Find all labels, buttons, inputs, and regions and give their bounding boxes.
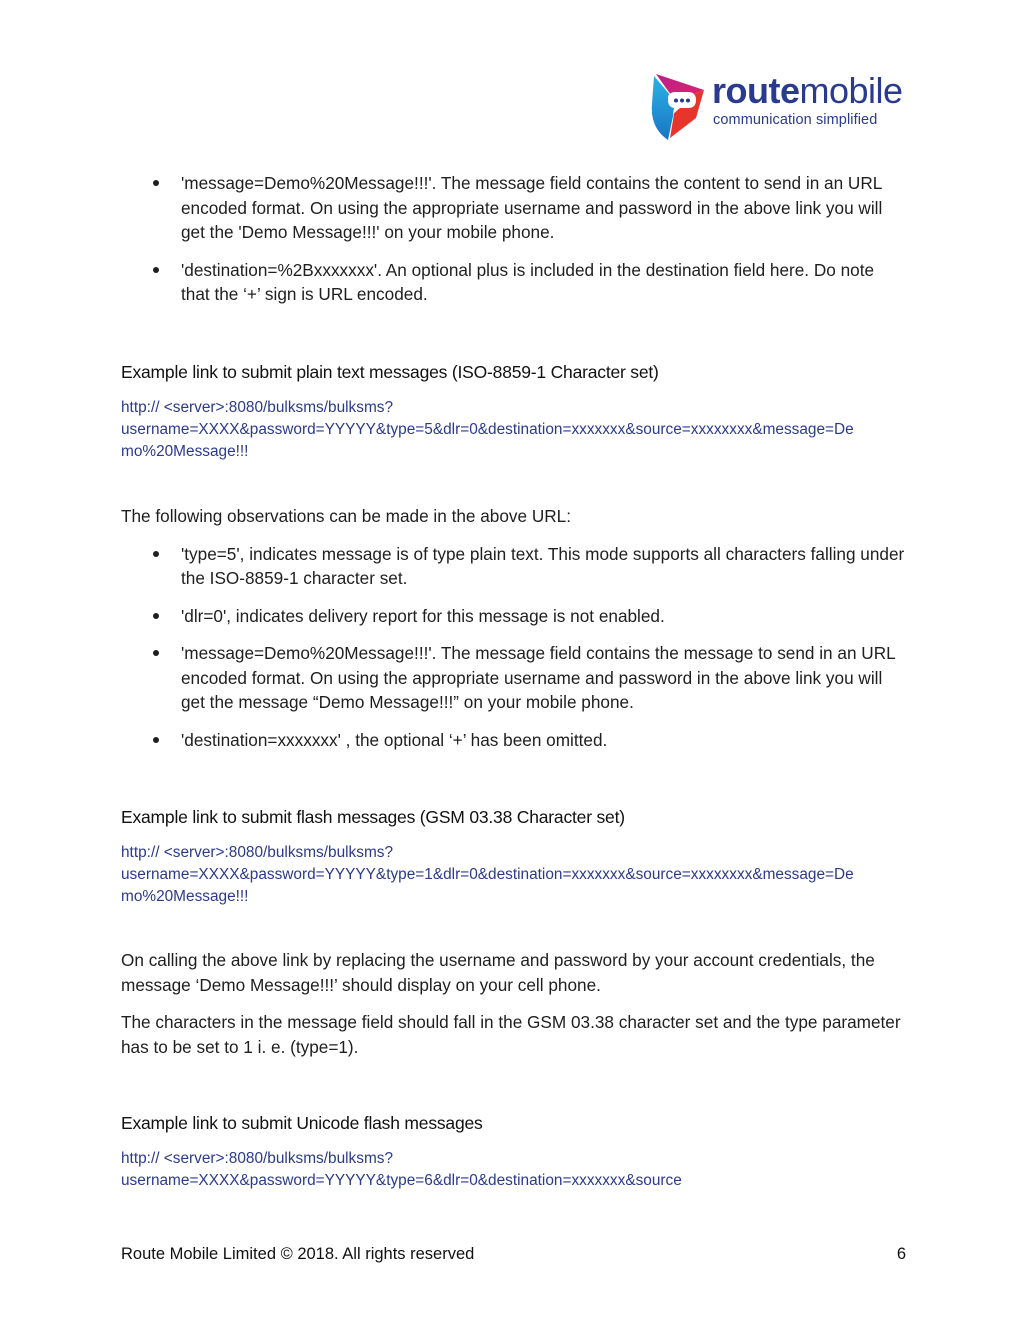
section2-observations: [121, 504, 906, 765]
list-item: 'type=5', indicates message is of type plain text. This mode supports all characters falling under the ISO-8859-1 character set.: [121, 542, 906, 591]
link-line: username=XXXX&password=YYYYY&type=5&dlr=0&destination=xxxxxxx&source=xxxxxxxx&message=De: [121, 421, 854, 438]
logo-mark-icon: [646, 68, 710, 144]
example-link-plain-text[interactable]: [121, 397, 906, 463]
section-heading-unicode-flash: Example link to submit Unicode flash messages: [121, 1113, 483, 1133]
route-mobile-logo: [646, 68, 906, 144]
paragraph: The characters in the message field should fall in the GSM 03.38 character set and the type parameter has to be set to 1 i. e. (type=1).: [121, 1012, 901, 1057]
section1-bullets: [121, 171, 906, 320]
example-link-unicode-flash[interactable]: [121, 1148, 906, 1192]
logo-tagline: communication simplified: [713, 112, 878, 128]
observations-intro: The following observations can be made in the above URL:: [121, 506, 572, 526]
list-item: 'message=Demo%20Message!!!'. The message field contains the message to send in an URL encoded format. On using the appropriate username and password in the above link you will get the message “Demo Message!!!” on your mobile phone.: [121, 641, 906, 715]
list-item: 'dlr=0', indicates delivery report for this message is not enabled.: [121, 604, 906, 629]
section-heading-plain-text: Example link to submit plain text messages (ISO-8859-1 Character set): [121, 362, 659, 382]
link-line: mo%20Message!!!: [121, 888, 249, 905]
list-item: 'destination=xxxxxxx' , the optional ‘+’ has been omitted.: [121, 728, 906, 753]
section3-paragraphs: [121, 948, 906, 1072]
link-line: username=XXXX&password=YYYYY&type=1&dlr=0&destination=xxxxxxx&source=xxxxxxxx&message=De: [121, 866, 854, 883]
example-link-flash[interactable]: [121, 842, 906, 908]
list-item: 'message=Demo%20Message!!!'. The message field contains the content to send in an URL encoded format. On using the appropriate username and password in the above link you will get the 'Demo Message!!!' on your mobile phone.: [121, 171, 906, 245]
footer-copyright: Route Mobile Limited © 2018. All rights reserved: [121, 1245, 475, 1263]
section-heading-flash: Example link to submit flash messages (GSM 03.38 Character set): [121, 807, 625, 827]
link-line: username=XXXX&password=YYYYY&type=6&dlr=0&destination=xxxxxxx&source: [121, 1172, 682, 1189]
logo-wordmark: routemobile: [712, 70, 903, 111]
paragraph: On calling the above link by replacing the username and password by your account credentials, the message ‘Demo Message!!!’ should display on your cell phone.: [121, 950, 875, 995]
page-number: 6: [896, 1245, 906, 1263]
link-line: http:// <server>:8080/bulksms/bulksms?: [121, 399, 394, 416]
link-line: http:// <server>:8080/bulksms/bulksms?: [121, 1150, 394, 1167]
link-line: http:// <server>:8080/bulksms/bulksms?: [121, 844, 394, 861]
link-line: mo%20Message!!!: [121, 443, 249, 460]
list-item: 'destination=%2Bxxxxxxx'. An optional plus is included in the destination field here. Do note that the ‘+’ sign is URL encoded.: [121, 258, 906, 307]
